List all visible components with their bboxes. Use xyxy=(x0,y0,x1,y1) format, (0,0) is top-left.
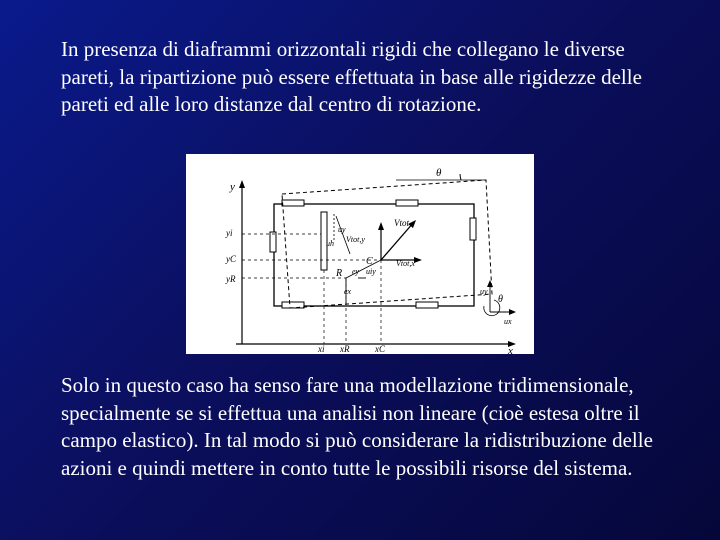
xr-label: xR xyxy=(340,344,350,354)
vtot-label: Vtot xyxy=(394,218,409,228)
uy-side-arrowhead xyxy=(487,280,493,287)
xc-label: xC xyxy=(375,344,385,354)
u-h-label: uh xyxy=(326,239,334,248)
theta-arc xyxy=(460,174,461,180)
vtot-x-label: Vtot,x xyxy=(396,259,415,268)
wall-bottom-left xyxy=(282,302,304,308)
theta-label-top: θ xyxy=(436,167,442,179)
diagram-svg xyxy=(186,154,534,354)
rigid-diaphragm-diagram xyxy=(186,154,534,354)
c-point-label: C xyxy=(366,256,373,267)
theta-side-label: θ xyxy=(498,294,503,305)
ux-side-label: ux xyxy=(504,317,512,326)
e-y-label: ey xyxy=(352,267,360,276)
y-axis-arrow xyxy=(239,180,245,188)
intro-paragraph: In presenza di diaframmi orizzontali rigidi che collegano le diverse pareti, la ripartizione può essere effettuata in base alle rigidezze delle pareti ed alle loro distanze dal centro di rotazione. xyxy=(61,37,642,116)
vtot-x-arrowhead xyxy=(414,257,422,263)
x-axis-label: x xyxy=(508,345,513,354)
wall-top-left xyxy=(282,200,304,206)
e-x-label: ex xyxy=(344,287,352,296)
yi-label: yi xyxy=(226,228,233,238)
v-tiy-label: uiy xyxy=(366,267,376,276)
ux-side-arrowhead xyxy=(509,309,516,315)
rotated-plan-outline xyxy=(282,180,492,308)
wall-left xyxy=(270,232,276,252)
yc-label: yC xyxy=(226,254,236,264)
u-y-label: uy xyxy=(338,225,346,234)
y-axis-label: y xyxy=(230,181,235,193)
yr-label: yR xyxy=(226,274,236,284)
conclusion-paragraph: Solo in questo caso ha senso fare una modellazione tridimensionale, specialmente se si effettua una analisi non lineare (cioè estesa oltre il campo elastico). In tal modo si può considerare la ridistribuzione delle azioni e quindi mettere in conto tutte le possibili risorse del sistema. xyxy=(61,373,653,480)
vtot-y-arrowhead xyxy=(378,222,384,230)
wall-bottom-right xyxy=(416,302,438,308)
floor-plan-outline xyxy=(274,204,474,306)
uy-side-label: uy xyxy=(480,287,488,296)
wall-right xyxy=(470,218,476,240)
xi-label: xi xyxy=(318,344,325,354)
r-point-label: R xyxy=(336,268,343,279)
wall-top-right xyxy=(396,200,418,206)
vtot-y-label: Vtot,y xyxy=(346,235,365,244)
